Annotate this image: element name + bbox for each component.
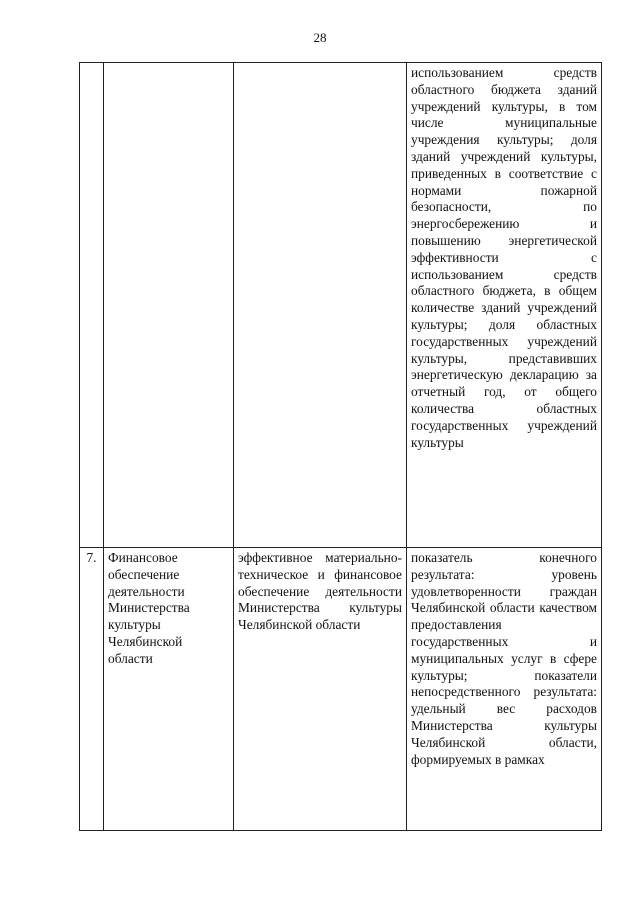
subprogram-name-cell: Финансовое обеспечение деятельности Министерства культуры Челябинской области	[104, 548, 234, 831]
goal-cell: эффективное материально-техническое и финансовое обеспечение деятельности Министерства культуры Челябинской области	[234, 548, 407, 831]
row-number-cell	[80, 63, 104, 548]
goal-cell	[234, 63, 407, 548]
subprogram-name-cell	[104, 63, 234, 548]
program-table	[79, 62, 602, 831]
table-row-continued	[80, 63, 602, 548]
indicators-cell: показатель конечного результата: уровень удовлетворенности граждан Челябинской области качеством предоставления государственных и муниципальных услуг в сфере культуры; показатели непосредственного результата: удельный вес расходов Министерства культуры Челябинской области, формируемых в рамках	[407, 548, 602, 831]
row-number-cell: 7.	[80, 548, 104, 831]
page-number: 28	[313, 30, 327, 45]
table-row-7	[80, 548, 602, 831]
indicators-cell: использованием средств областного бюджета зданий учреждений культуры, в том числе муниципальные учреждения культуры; доля зданий учреждений культуры, приведенных в соответствие с нормами пожарной безопасности, по энергосбережению и повышению энергетической эффективности с использованием средств областного бюджета, в общем количестве зданий учреждений культуры; доля областных государственных учреждений культуры, представивших энергетическую декларацию за отчетный год, от общего количества областных государственных учреждений культуры	[407, 63, 602, 548]
